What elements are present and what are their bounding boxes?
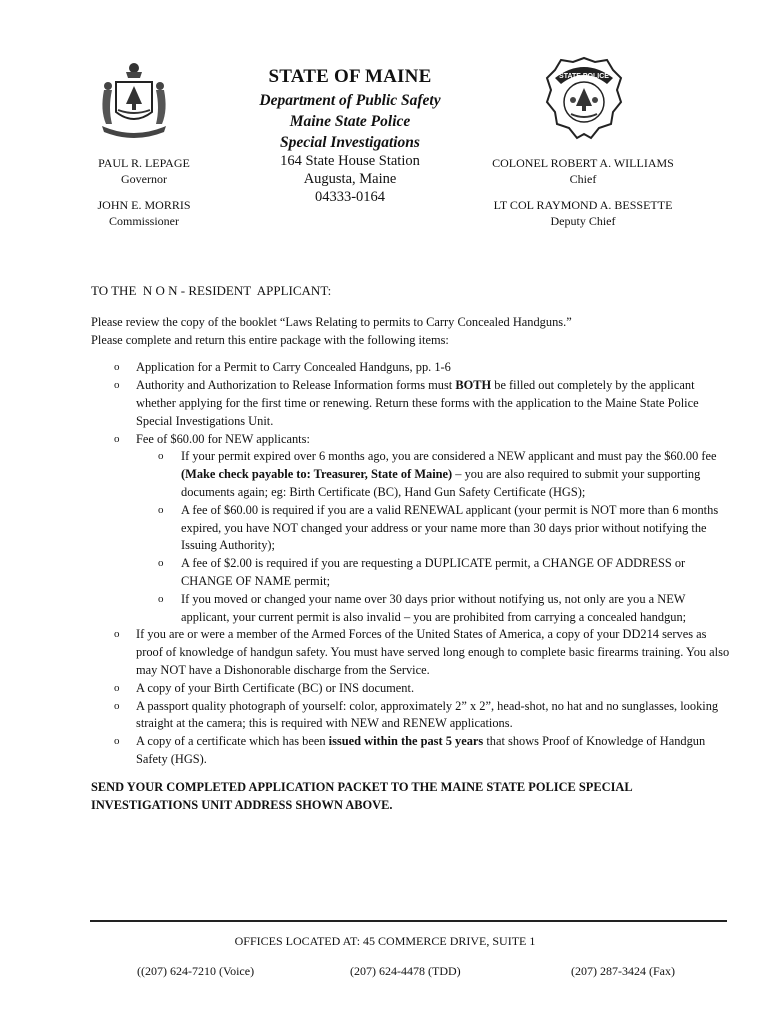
list-item bbox=[91, 626, 731, 679]
bullet: o bbox=[114, 628, 120, 641]
department-name: Department of Public Safety bbox=[259, 92, 441, 109]
badge-text: STATE POLICE bbox=[559, 73, 609, 80]
footer-divider bbox=[90, 920, 727, 922]
item-certificate-text: A copy of a certificate which has been bbox=[136, 734, 329, 749]
requirements-list bbox=[91, 359, 731, 768]
send-notice: SEND YOUR COMPLETED APPLICATION PACKET TO THE MAINE STATE POLICE SPECIAL INVESTIGATIONS UNIT ADDRESS SHOWN ABOVE. bbox=[91, 779, 632, 812]
bullet: o bbox=[158, 503, 164, 516]
list-item bbox=[91, 359, 731, 377]
phone-fax: (207) 287-3424 (Fax) bbox=[571, 964, 675, 978]
address-line-2: Augusta, Maine bbox=[303, 171, 397, 187]
deputy-chief-name: LT COL RAYMOND A. BESSETTE bbox=[493, 198, 673, 212]
maine-state-seal-icon bbox=[96, 60, 172, 142]
bullet: o bbox=[158, 557, 164, 570]
item-authority-text-2: be filled out completely by the applicant whether applying for the first time or renewing. Return these forms with the application to the Maine State Police Special Investigations Unit. bbox=[136, 378, 699, 428]
item-photograph: A passport quality photograph of yourself: color, approximately 2” x 2”, head-shot, no hat and no sunglasses, looking straight at the camera; this is required with NEW and RENEW applications. bbox=[136, 698, 719, 731]
bullet: o bbox=[114, 432, 120, 445]
state-police-badge-icon bbox=[545, 56, 623, 142]
right-officials bbox=[468, 155, 698, 229]
governor-title: Governor bbox=[121, 172, 167, 186]
fee-new-text: If your permit expired over 6 months ago, you are considered a NEW applicant and must pay the $60.00 fee bbox=[181, 449, 717, 464]
fee-payable-emphasis: (Make check payable to: Treasurer, State of Maine) bbox=[181, 467, 453, 482]
left-officials bbox=[44, 155, 244, 229]
item-authority-text: Authority and Authorization to Release Information forms must bbox=[136, 378, 456, 393]
division-name: Maine State Police bbox=[289, 113, 411, 130]
item-fee-heading: Fee of $60.00 for NEW applicants: bbox=[136, 431, 310, 446]
bullet: o bbox=[114, 379, 120, 392]
deputy-chief-title: Deputy Chief bbox=[550, 214, 616, 228]
address-line-1: 164 State House Station bbox=[280, 153, 420, 169]
intro-line-2: Please complete and return this entire package with the following items: bbox=[91, 332, 449, 347]
list-item bbox=[91, 733, 731, 769]
bullet: o bbox=[114, 699, 120, 712]
phone-voice: ((207) 624-7210 (Voice) bbox=[137, 964, 255, 978]
offices-line: OFFICES LOCATED AT: 45 COMMERCE DRIVE, SUITE 1 bbox=[234, 934, 536, 948]
item-application: Application for a Permit to Carry Concealed Handguns, pp. 1-6 bbox=[136, 360, 451, 375]
list-item bbox=[136, 502, 731, 555]
bullet: o bbox=[158, 450, 164, 463]
fee-sublist bbox=[136, 448, 731, 626]
bullet: o bbox=[114, 681, 120, 694]
list-item bbox=[91, 431, 731, 627]
commissioner-name: JOHN E. MORRIS bbox=[97, 198, 191, 212]
item-armed-forces: If you are or were a member of the Armed Forces of the United States of America, a copy of your DD214 serves as proof of knowledge of handgun safety. You must have served long enough to complete basic firearms training. You also may NOT have a Dishonorable discharge from the Service. bbox=[136, 627, 730, 677]
list-item bbox=[91, 698, 731, 734]
item-certificate-text-2: that shows Proof of Knowledge of Handgun Safety (HGS). bbox=[136, 734, 706, 766]
intro-line-1: Please review the copy of the booklet “Laws Relating to permits to Carry Concealed Handguns.” bbox=[91, 314, 572, 329]
item-certificate-emphasis: issued within the past 5 years bbox=[328, 734, 484, 749]
bullet: o bbox=[114, 735, 120, 748]
letter-body bbox=[91, 282, 731, 814]
state-title: STATE OF MAINE bbox=[268, 66, 432, 87]
phone-tdd: (207) 624-4478 (TDD) bbox=[350, 964, 461, 978]
salutation: TO THE N O N - RESIDENT APPLICANT: bbox=[91, 283, 332, 298]
commissioner-title: Commissioner bbox=[108, 214, 179, 228]
item-authority-emphasis: BOTH bbox=[455, 378, 492, 393]
chief-title: Chief bbox=[569, 172, 597, 186]
item-birth-certificate: A copy of your Birth Certificate (BC) or INS document. bbox=[136, 680, 415, 695]
fee-moved-text: If you moved or changed your name over 30 days prior without notifying us, not only are you a NEW applicant, your current permit is also invalid – you are prohibited from carrying a concealed handgun; bbox=[181, 591, 687, 624]
list-item bbox=[136, 555, 731, 591]
governor-name: PAUL R. LEPAGE bbox=[98, 156, 190, 170]
address-line-3: 04333-0164 bbox=[314, 189, 386, 205]
list-item bbox=[136, 448, 731, 501]
fee-renewal-text: A fee of $60.00 is required if you are a valid RENEWAL applicant (your permit is NOT more than 6 months expired, you have NOT changed your address or your name more than 30 days prior without notifying the Issuing Authority); bbox=[181, 502, 719, 553]
unit-name: Special Investigations bbox=[280, 134, 420, 151]
fee-new-text-2: – you are also required to submit your supporting documents again; eg: Birth Certificate (BC), Hand Gun Safety Certificate (HGS); bbox=[181, 467, 701, 499]
bullet: o bbox=[114, 361, 120, 374]
fee-duplicate-text: A fee of $2.00 is required if you are requesting a DUPLICATE permit, a CHANGE OF ADDRESS or CHANGE OF NAME permit; bbox=[181, 556, 686, 588]
list-item bbox=[136, 591, 731, 627]
chief-name: COLONEL ROBERT A. WILLIAMS bbox=[492, 156, 674, 170]
list-item bbox=[91, 680, 731, 698]
bullet: o bbox=[158, 592, 164, 605]
list-item bbox=[91, 377, 731, 430]
